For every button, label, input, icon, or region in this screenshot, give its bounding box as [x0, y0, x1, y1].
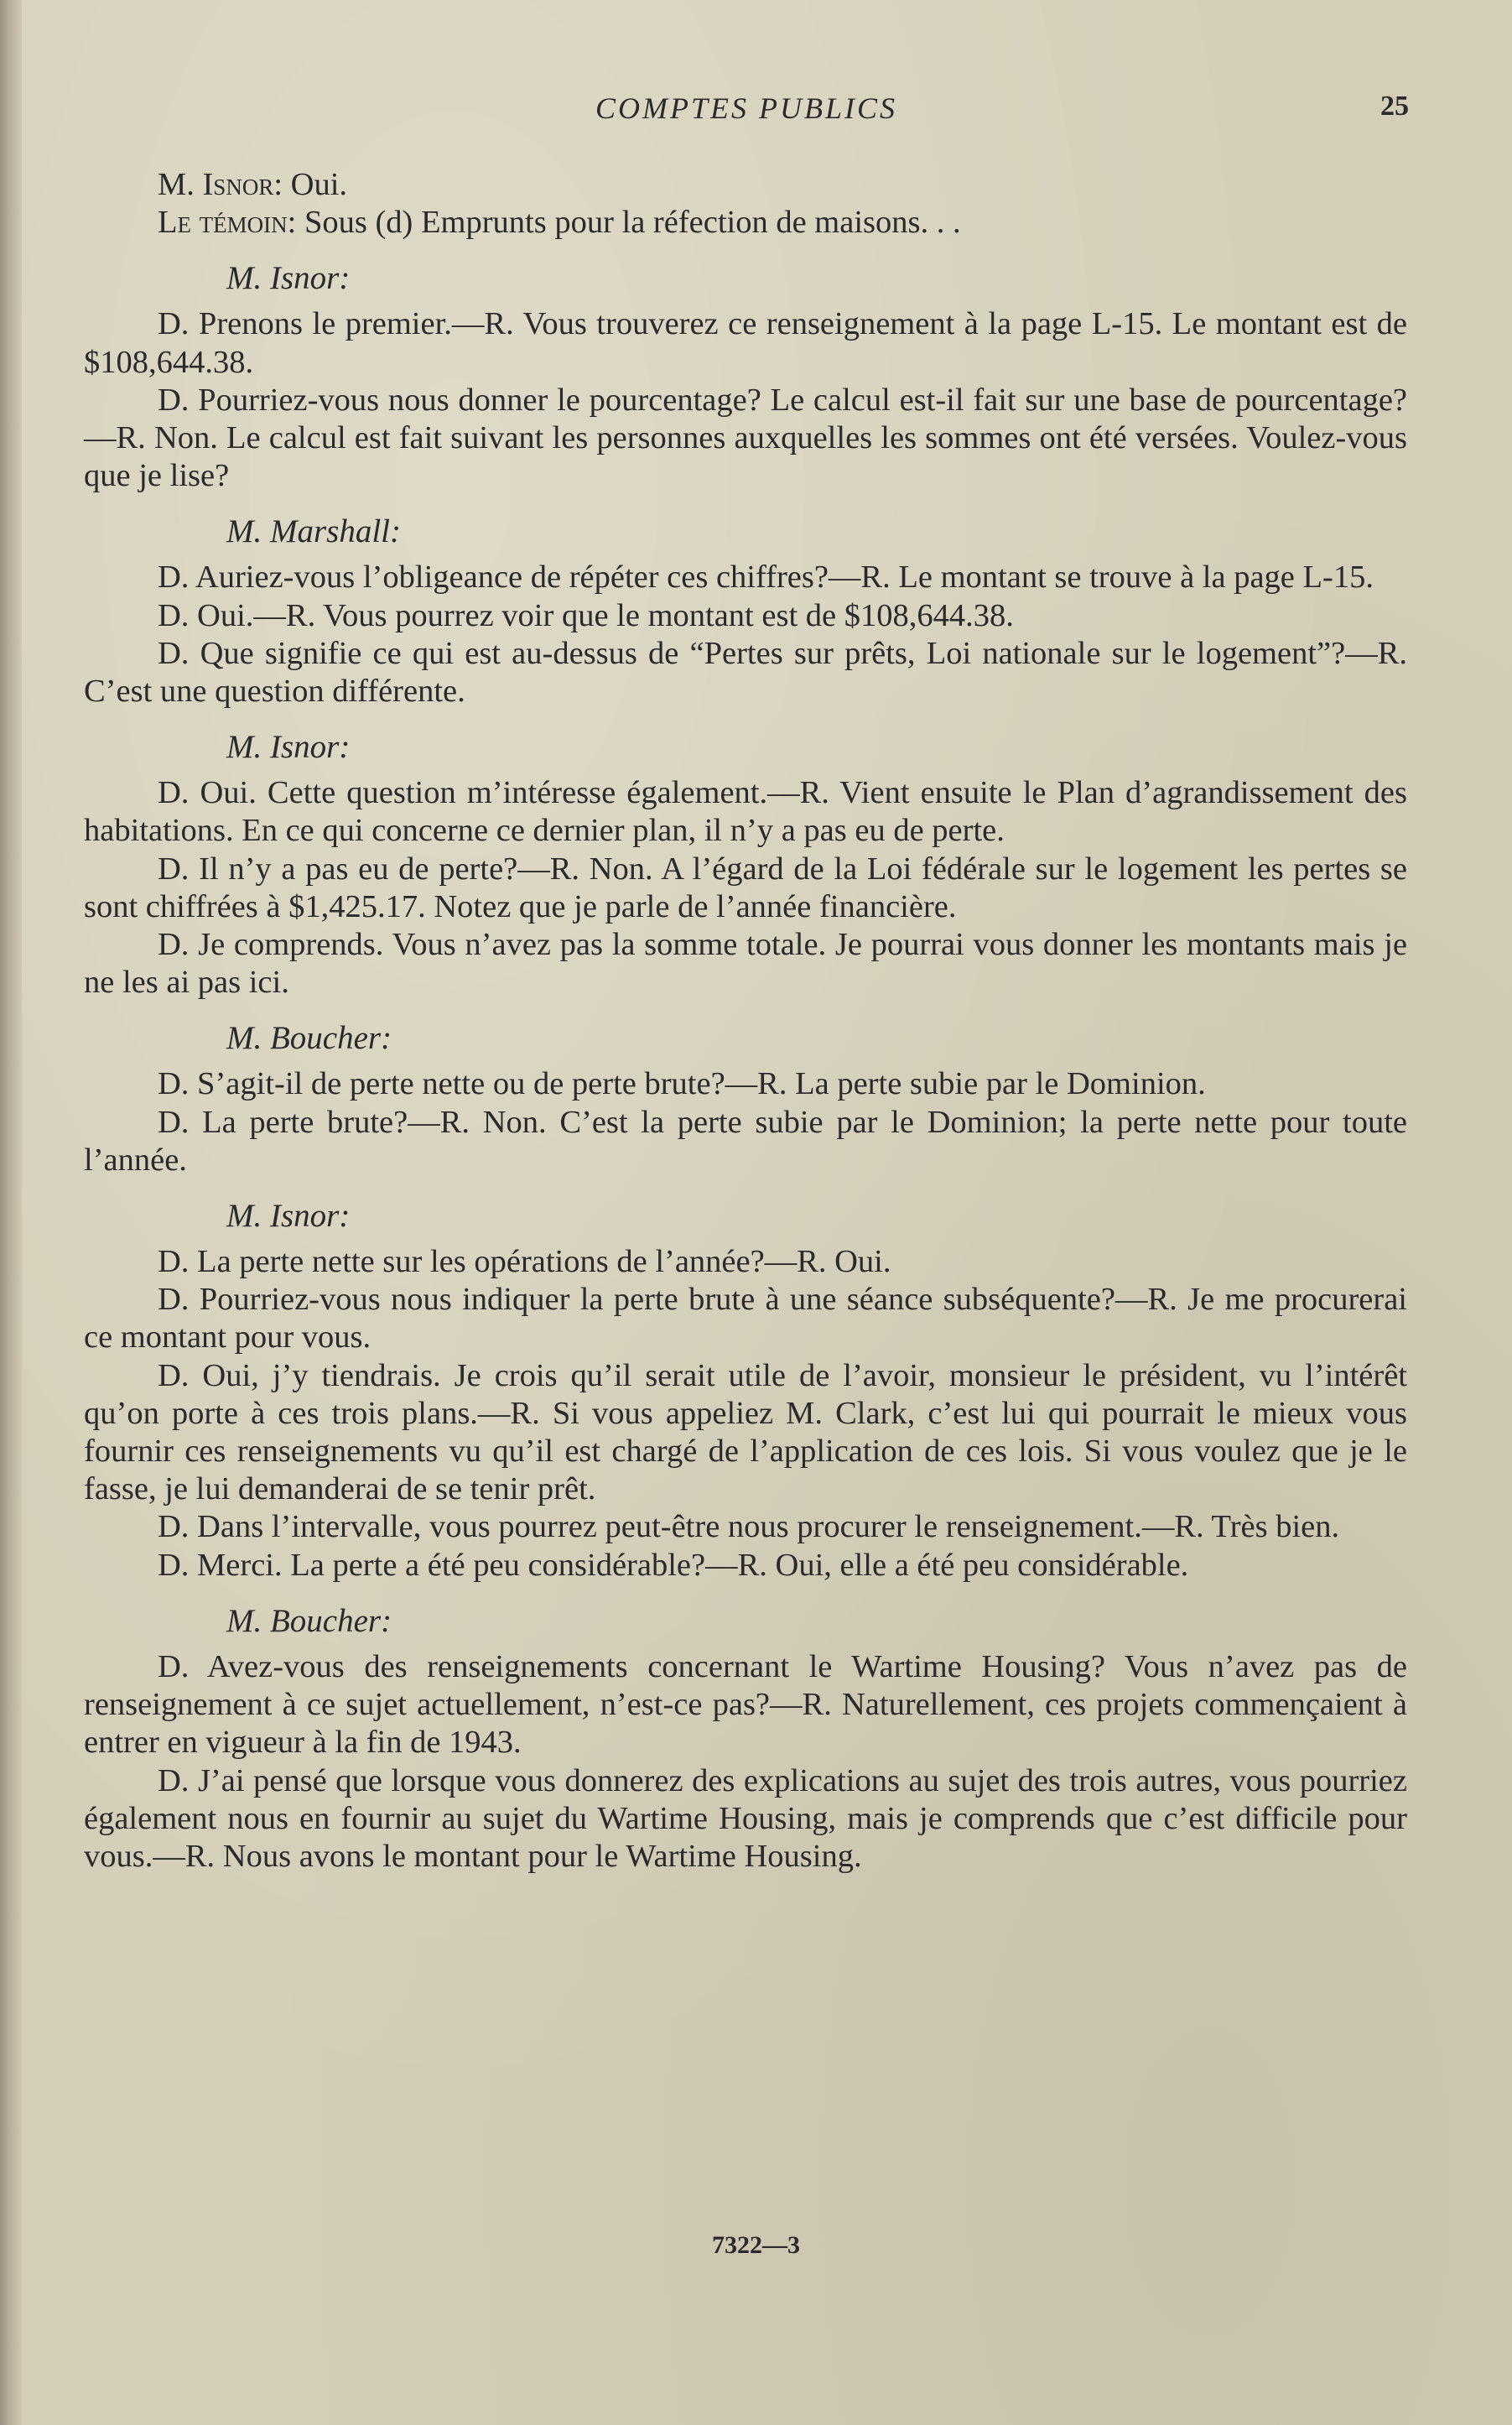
paragraph-text: Sous (d) Emprunts pour la réfection de maisons. . .: [296, 205, 961, 241]
speaker-heading: M. Marshall:: [226, 513, 401, 550]
paragraph: D. Auriez-vous l’obligeance de répéter ces chiffres?—R. Le montant se trouve à la page L-15.: [158, 559, 1374, 596]
paragraph: D. Avez-vous des renseignements concernant le Wartime Housing? Vous n’avez pas de renseignement à ce sujet actuellement, n’est-ce pas?—R. Naturellement, ces projets commençaient à entrer en vigueur à la fin de 1943.: [84, 1648, 1407, 1761]
paragraph: D. Je comprends. Vous n’avez pas la somme totale. Je pourrai vous donner les montants mais je ne les ai pas ici.: [84, 927, 1407, 1001]
signature-code: 7322—3: [712, 2231, 800, 2259]
paragraph: D. La perte brute?—R. Non. C’est la perte subie par le Dominion; la perte nette pour toute l’année.: [84, 1104, 1407, 1178]
paragraph: D. Prenons le premier.—R. Vous trouverez ce renseignement à la page L-15. Le montant est de $108,644.38.: [84, 306, 1407, 380]
running-title: COMPTES PUBLICS: [595, 91, 897, 125]
paragraph: D. Oui.—R. Vous pourrez voir que le montant est de $108,644.38.: [158, 597, 1014, 633]
speaker-heading: M. Isnor:: [226, 729, 351, 766]
speaker-heading: M. Isnor:: [226, 260, 351, 297]
paragraph-text: Oui.: [283, 167, 348, 202]
page-body: [84, 166, 1407, 1876]
page-header: [84, 91, 1409, 133]
paragraph: D. Que signifie ce qui est au-dessus de “Pertes sur prêts, Loi nationale sur le logement”?—R. C’est une question différente.: [84, 635, 1407, 710]
paragraph: D. Oui, j’y tiendrais. Je crois qu’il serait utile de l’avoir, monsieur le président, vu l’intérêt qu’on porte à ces trois plans.—R. Si vous appeliez M. Clark, c’est lui qui pourrait le mieux vous fournir ces renseignements vu qu’il est chargé de l’application de ces lois. Si vous voulez que je le fasse, je lui demanderai de se tenir prêt.: [84, 1357, 1407, 1507]
paragraph: [84, 204, 1407, 242]
paragraph: D. Merci. La perte a été peu considérable?—R. Oui, elle a été peu considérable.: [158, 1547, 1189, 1583]
paragraph: D. S’agit-il de perte nette ou de perte brute?—R. La perte subie par le Dominion.: [158, 1066, 1206, 1102]
paragraph: D. Il n’y a pas eu de perte?—R. Non. A l’égard de la Loi fédérale sur le logement les pertes se sont chiffrées à $1,425.17. Notez que je parle de l’année financière.: [84, 851, 1407, 924]
speaker-name: Le témoin:: [158, 205, 297, 241]
paragraph: D. La perte nette sur les opérations de l’année?—R. Oui.: [158, 1244, 891, 1280]
paragraph: D. Pourriez-vous nous indiquer la perte brute à une séance subséquente?—R. Je me procurerai ce montant pour vous.: [84, 1282, 1407, 1356]
speaker-heading: M. Isnor:: [226, 1198, 351, 1235]
paragraph: D. J’ai pensé que lorsque vous donnerez des explications au sujet des trois autres, vous pourriez également nous en fournir au sujet du Wartime Housing, mais je comprends que c’est difficile pour vous.—R. Nous avons le montant pour le Wartime Housing.: [84, 1762, 1407, 1874]
binding-gutter: [0, 0, 22, 2425]
speaker-heading: M. Boucher:: [226, 1602, 392, 1639]
speaker-heading: M. Boucher:: [226, 1020, 392, 1057]
paragraph: D. Oui. Cette question m’intéresse également.—R. Vient ensuite le Plan d’agrandissement des habitations. En ce qui concerne ce dernier plan, il n’y a pas eu de perte.: [84, 775, 1407, 849]
page-number: 25: [1380, 91, 1409, 122]
speaker-name: M. Isnor:: [158, 167, 283, 202]
paragraph: [84, 166, 1407, 204]
paragraph: D. Pourriez-vous nous donner le pourcentage? Le calcul est-il fait sur une base de pourcentage?—R. Non. Le calcul est fait suivant les personnes auxquelles les sommes ont été versées. Voulez-vous que je lise?: [84, 382, 1407, 494]
paragraph: D. Dans l’intervalle, vous pourrez peut-être nous procurer le renseignement.—R. Très bien.: [158, 1509, 1340, 1545]
